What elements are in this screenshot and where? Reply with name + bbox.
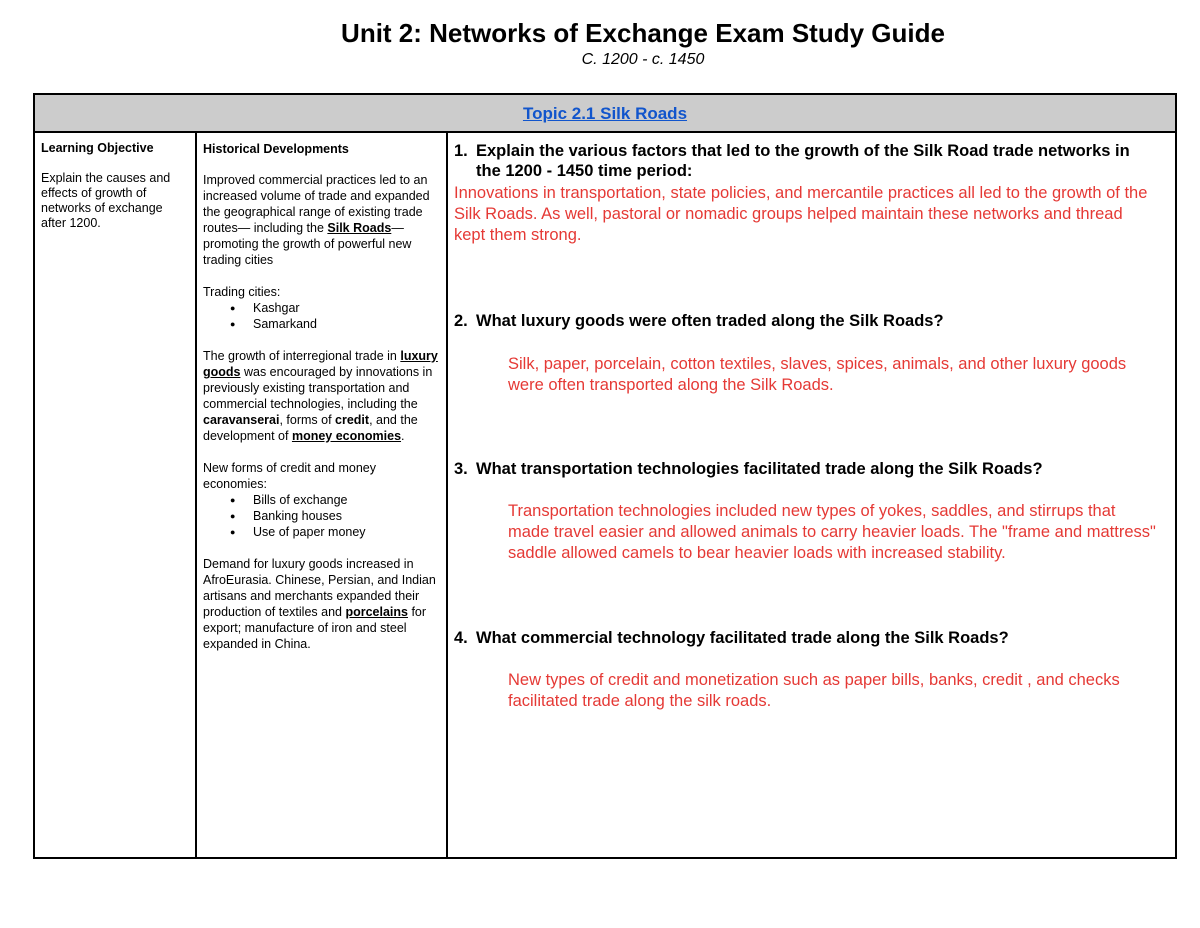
- question-text: Explain the various factors that led to the growth of the Silk Road trade networks in the 1200 - 1450 time period:: [476, 142, 1130, 180]
- question-2: [454, 311, 1136, 331]
- topic-link[interactable]: Topic 2.1 Silk Roads: [522, 104, 688, 123]
- trading-cities-label: Trading cities:: [203, 285, 281, 299]
- credit-label: New forms of credit and money economies:: [203, 461, 376, 491]
- development-text: The growth of interregional trade in: [203, 349, 401, 363]
- question-number: 1.: [454, 142, 468, 160]
- development-paragraph-3: [203, 556, 440, 652]
- answer-4: New types of credit and monetization such as paper bills, banks, credit , and checks facilitated trade along the silk roads.: [508, 671, 1120, 710]
- development-text: was encouraged by innovations in previously existing transportation and commercial technologies, including the: [203, 365, 433, 411]
- question-number: 4.: [454, 629, 468, 647]
- question-3: [454, 459, 1136, 479]
- list-item: ● Bills of exchange: [253, 492, 440, 508]
- development-text: , forms of: [279, 413, 336, 427]
- development-text: Demand for luxury goods increased in AfroEurasia. Chinese, Persian, and Indian artisans and merchants expanded their production of textiles and: [203, 557, 436, 619]
- question-text: What commercial technology facilitated trade along the Silk Roads?: [476, 629, 1009, 647]
- key-term: credit: [335, 413, 370, 427]
- list-item: ● Use of paper money: [253, 524, 440, 540]
- learning-objective-text: Explain the causes and effects of growth of networks of exchange after 1200.: [41, 171, 171, 230]
- question-number: 2.: [454, 312, 468, 330]
- key-term: luxury goods: [203, 349, 438, 379]
- page-title: Unit 2: Networks of Exchange Exam Study Guide: [341, 18, 945, 48]
- questions-column: [448, 133, 1175, 859]
- development-paragraph-2: [203, 348, 440, 444]
- development-text: , and the development of: [203, 413, 418, 443]
- topic-header-row: [35, 95, 1175, 133]
- question-text: What transportation technologies facilitated trade along the Silk Roads?: [476, 460, 1043, 478]
- page-subtitle: C. 1200 - c. 1450: [581, 51, 705, 68]
- historical-developments-heading: Historical Developments: [203, 142, 349, 156]
- historical-developments-column: [197, 133, 448, 859]
- list-item: ● Banking houses: [253, 508, 440, 524]
- development-text: for export; manufacture of iron and steel expanded in China.: [203, 605, 427, 651]
- development-text: .: [401, 429, 405, 443]
- question-text: What luxury goods were often traded along the Silk Roads?: [476, 312, 944, 330]
- trading-cities-list: [203, 300, 440, 332]
- answer-1: Innovations in transportation, state policies, and mercantile practices all led to the growth of the Silk Roads. As well, pastoral or nomadic groups helped maintain these networks and thread kept them strong.: [454, 184, 1148, 244]
- key-term: porcelains: [345, 605, 408, 619]
- question-number: 3.: [454, 460, 468, 478]
- credit-list: [203, 492, 440, 540]
- development-text: Improved commercial practices led to an increased volume of trade and expanded the geographical range of existing trade routes— including the: [203, 173, 430, 235]
- study-guide-table: [33, 93, 1177, 859]
- learning-objective-column: [35, 133, 197, 859]
- question-4: [454, 628, 1136, 648]
- key-term: caravanserai: [203, 413, 280, 427]
- question-1: [454, 141, 1136, 181]
- learning-objective-heading: Learning Objective: [41, 141, 154, 155]
- development-text: —promoting the growth of powerful new trading cities: [203, 221, 412, 267]
- key-term: money economies: [291, 429, 402, 443]
- answer-3: Transportation technologies included new types of yokes, saddles, and stirrups that made travel easier and allowed animals to carry heavier loads. The "frame and mattress" saddle allowed camels to bear heavier loads with increased stability.: [508, 502, 1156, 562]
- list-item: ● Samarkand: [253, 316, 440, 332]
- development-paragraph-1: [203, 172, 440, 268]
- list-item: ● Kashgar: [253, 300, 440, 316]
- answer-2: Silk, paper, porcelain, cotton textiles, slaves, spices, animals, and other luxury goods were often transported along the Silk Roads.: [508, 355, 1127, 394]
- key-term: Silk Roads: [327, 221, 392, 235]
